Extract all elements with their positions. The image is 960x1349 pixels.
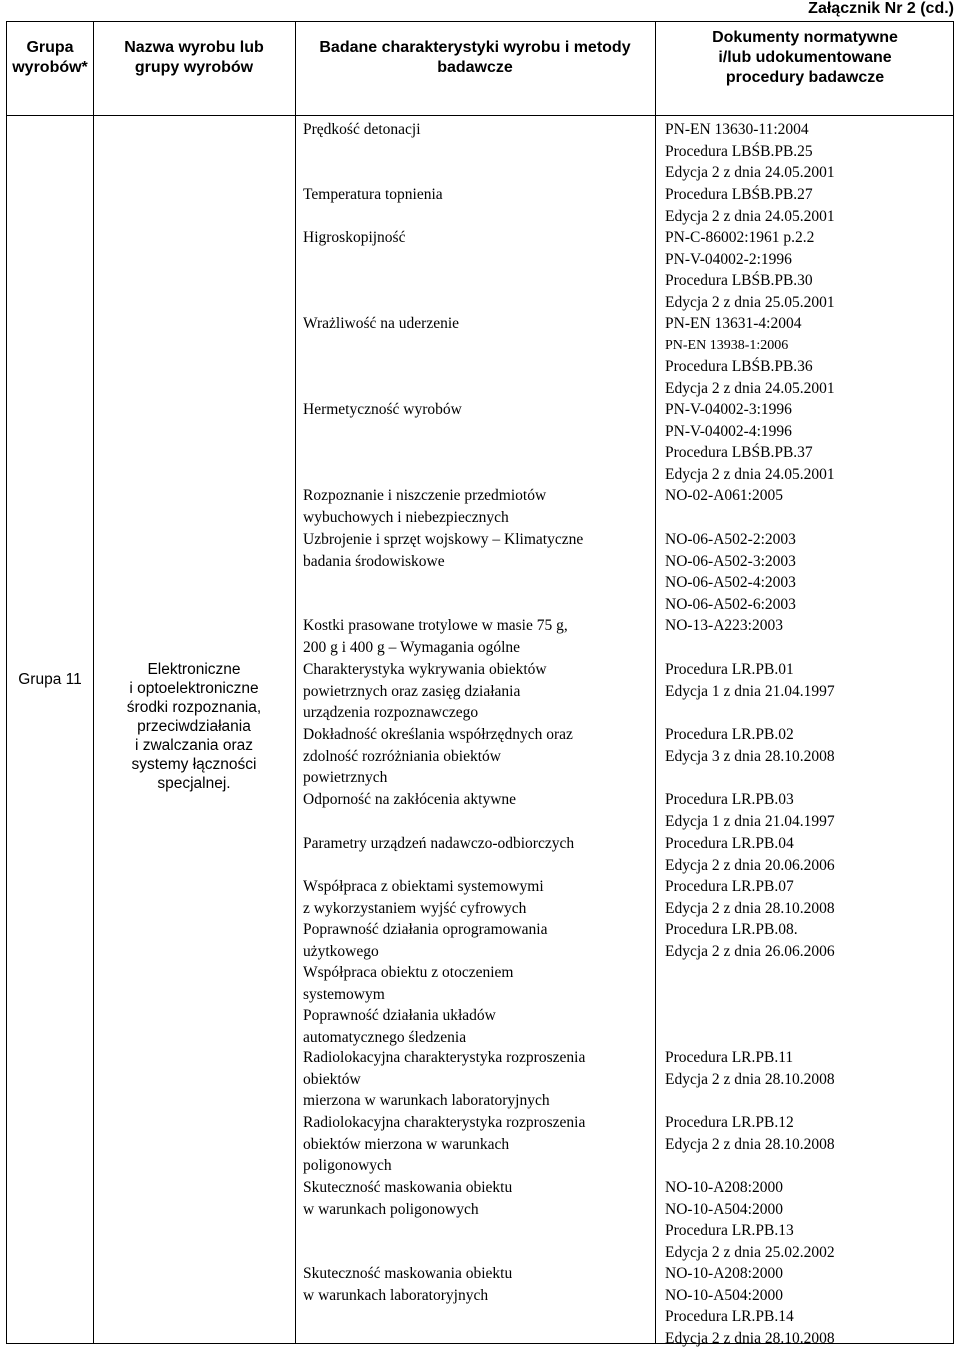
header-group-line: wyrobów* bbox=[12, 59, 88, 76]
document-cell bbox=[665, 1263, 835, 1349]
document-cell bbox=[665, 313, 835, 399]
characteristic-cell bbox=[303, 1112, 585, 1177]
product-name-line: i optoelektroniczne bbox=[129, 680, 259, 697]
characteristic-line: 200 g i 400 g – Wymagania ogólne bbox=[303, 638, 521, 656]
header-product bbox=[93, 38, 295, 78]
characteristic-line: użytkowego bbox=[303, 942, 379, 960]
document-cell bbox=[665, 789, 835, 832]
document-line: NO-10-A504:2000 bbox=[665, 1286, 783, 1304]
characteristic-line: z wykorzystaniem wyjść cyfrowych bbox=[303, 899, 527, 917]
characteristic-line: w warunkach poligonowych bbox=[303, 1200, 479, 1218]
header-characteristics bbox=[295, 38, 655, 78]
annex-label: Załącznik Nr 2 (cd.) bbox=[808, 0, 954, 17]
document-line: Edycja 1 z dnia 21.04.1997 bbox=[665, 812, 835, 830]
document-line: NO-06-A502-6:2003 bbox=[665, 595, 796, 613]
document-cell bbox=[665, 919, 835, 962]
document-line: Procedura LBŚB.PB.25 bbox=[665, 142, 813, 160]
characteristic-line: badania środowiskowe bbox=[303, 552, 445, 570]
characteristic-cell bbox=[303, 833, 574, 855]
characteristic-line: poligonowych bbox=[303, 1157, 392, 1175]
document-line: PN-EN 13631-4:2004 bbox=[665, 315, 802, 332]
characteristic-cell bbox=[303, 399, 462, 421]
document-line: Procedura LR.PB.11 bbox=[665, 1049, 794, 1066]
document-line: PN-EN 13630-11:2004 bbox=[665, 121, 809, 138]
group-label: Grupa 11 bbox=[18, 671, 82, 688]
document-line: PN-EN 13938-1:2006 bbox=[665, 337, 789, 353]
document-cell bbox=[665, 485, 783, 507]
document-cell bbox=[665, 1177, 835, 1263]
characteristic-cell bbox=[303, 1047, 585, 1112]
document-line: PN-V-04002-2:1996 bbox=[665, 250, 792, 268]
document-line: Edycja 2 z dnia 24.05.2001 bbox=[665, 379, 835, 397]
characteristic-line: obiektów mierzona w warunkach bbox=[303, 1135, 510, 1153]
header-documents-line: i/lub udokumentowane bbox=[718, 49, 892, 66]
column-divider bbox=[295, 22, 296, 1343]
document-line: Edycja 2 z dnia 24.05.2001 bbox=[665, 207, 835, 225]
document-line: NO-10-A208:2000 bbox=[665, 1265, 783, 1282]
characteristic-line: Prędkość detonacji bbox=[303, 121, 421, 138]
characteristic-line: powietrznych bbox=[303, 769, 388, 787]
characteristic-line: Skuteczność maskowania obiektu bbox=[303, 1179, 513, 1196]
document-line: Edycja 2 z dnia 25.02.2002 bbox=[665, 1243, 835, 1261]
product-name-line: środki rozpoznania, bbox=[126, 699, 262, 716]
document-line: Procedura LR.PB.14 bbox=[665, 1308, 794, 1326]
product-name bbox=[93, 660, 295, 793]
characteristic-line: Higroskopijność bbox=[303, 229, 406, 246]
characteristic-cell bbox=[303, 227, 405, 249]
standards-table bbox=[6, 21, 954, 1347]
document-line: Procedura LBŚB.PB.37 bbox=[665, 444, 813, 462]
product-name-line: i zwalczania oraz bbox=[134, 737, 254, 754]
header-documents-line: Dokumenty normatywne bbox=[712, 29, 898, 46]
characteristic-line: powietrznych oraz zasięg działania bbox=[303, 682, 521, 700]
header-group-line: Grupa bbox=[26, 39, 74, 56]
document-cell bbox=[665, 529, 796, 615]
header-characteristics-line: badawcze bbox=[437, 59, 513, 76]
document-line: Procedura LR.PB.12 bbox=[665, 1114, 794, 1131]
characteristic-line: Uzbrojenie i sprzęt wojskowy – Klimatyczne bbox=[303, 531, 584, 548]
characteristic-line: w warunkach laboratoryjnych bbox=[303, 1286, 489, 1304]
characteristic-line: systemowym bbox=[303, 985, 385, 1003]
product-name-line: specjalnej. bbox=[157, 775, 231, 792]
characteristic-line: Charakterystyka wykrywania obiektów bbox=[303, 661, 547, 678]
document-line: Edycja 2 z dnia 28.10.2008 bbox=[665, 1070, 835, 1088]
document-line: Procedura LR.PB.03 bbox=[665, 791, 794, 808]
document-line: PN-C-86002:1961 p.2.2 bbox=[665, 229, 815, 246]
document-line: Edycja 2 z dnia 24.05.2001 bbox=[665, 465, 835, 483]
document-cell bbox=[665, 615, 783, 637]
characteristic-line: automatycznego śledzenia bbox=[303, 1028, 467, 1046]
characteristic-line: Temperatura topnienia bbox=[303, 186, 443, 203]
document-line: Procedura LR.PB.07 bbox=[665, 878, 794, 895]
document-line: Edycja 2 z dnia 28.10.2008 bbox=[665, 899, 835, 917]
document-line: Edycja 2 z dnia 28.10.2008 bbox=[665, 1135, 835, 1153]
document-cell bbox=[665, 659, 835, 702]
document-cell bbox=[665, 119, 835, 184]
characteristic-line: Parametry urządzeń nadawczo-odbiorczych bbox=[303, 835, 575, 852]
document-cell bbox=[665, 184, 835, 227]
characteristic-line: Hermetyczność wyrobów bbox=[303, 401, 462, 418]
document-line: Edycja 2 z dnia 28.10.2008 bbox=[665, 1329, 835, 1347]
document-cell bbox=[665, 399, 835, 485]
characteristic-cell bbox=[303, 615, 568, 658]
header-product-line: Nazwa wyrobu lub bbox=[124, 39, 264, 56]
document-cell bbox=[665, 833, 835, 876]
header-group bbox=[7, 38, 93, 78]
document-line: NO-02-A061:2005 bbox=[665, 487, 783, 504]
document-line: Procedura LR.PB.02 bbox=[665, 726, 794, 743]
document-line: NO-10-A504:2000 bbox=[665, 1200, 783, 1218]
product-name-line: przeciwdziałania bbox=[137, 718, 251, 735]
characteristic-line: Radiolokacyjna charakterystyka rozproszenia bbox=[303, 1049, 586, 1066]
characteristic-line: Współpraca z obiektami systemowymi bbox=[303, 878, 544, 895]
characteristic-cell bbox=[303, 1177, 512, 1220]
characteristic-cell bbox=[303, 876, 544, 919]
header-product-line: grupy wyrobów bbox=[134, 59, 254, 76]
document-line: Procedura LR.PB.01 bbox=[665, 661, 794, 678]
document-line: Procedura LR.PB.04 bbox=[665, 835, 794, 852]
characteristic-cell bbox=[303, 184, 443, 206]
characteristic-line: Wrażliwość na uderzenie bbox=[303, 315, 460, 332]
characteristic-line: Odporność na zakłócenia aktywne bbox=[303, 791, 517, 808]
characteristic-line: Radiolokacyjna charakterystyka rozproszenia bbox=[303, 1114, 586, 1131]
characteristic-cell bbox=[303, 724, 573, 789]
product-name-line: Elektroniczne bbox=[147, 661, 241, 678]
characteristic-line: wybuchowych i niebezpiecznych bbox=[303, 508, 509, 526]
document-cell bbox=[665, 1047, 835, 1090]
characteristic-line: Rozpoznanie i niszczenie przedmiotów bbox=[303, 487, 547, 504]
product-name-line: systemy łączności bbox=[131, 756, 257, 773]
document-line: Edycja 2 z dnia 24.05.2001 bbox=[665, 164, 835, 182]
document-line: Procedura LBŚB.PB.30 bbox=[665, 272, 813, 290]
document-line: NO-06-A502-3:2003 bbox=[665, 552, 796, 570]
document-line: NO-06-A502-4:2003 bbox=[665, 574, 796, 592]
characteristic-line: zdolność rozróżniania obiektów bbox=[303, 747, 501, 765]
document-line: PN-V-04002-3:1996 bbox=[665, 401, 792, 418]
document-line: PN-V-04002-4:1996 bbox=[665, 422, 792, 440]
document-line: Procedura LR.PB.08. bbox=[665, 921, 798, 938]
header-characteristics-line: Badane charakterystyki wyrobu i metody bbox=[319, 39, 631, 56]
document-line: Edycja 3 z dnia 28.10.2008 bbox=[665, 747, 835, 765]
document-line: NO-13-A223:2003 bbox=[665, 617, 783, 634]
column-divider bbox=[655, 22, 656, 1343]
characteristic-cell bbox=[303, 659, 547, 724]
document-line: Edycja 2 z dnia 26.06.2006 bbox=[665, 942, 835, 960]
characteristic-cell bbox=[303, 789, 516, 811]
document-cell bbox=[665, 724, 835, 767]
characteristic-line: obiektów bbox=[303, 1070, 361, 1088]
document-line: NO-06-A502-2:2003 bbox=[665, 531, 796, 548]
characteristic-cell bbox=[303, 119, 421, 141]
document-cell bbox=[665, 876, 835, 919]
document-cell bbox=[665, 227, 835, 313]
document-line: Procedura LR.PB.13 bbox=[665, 1222, 794, 1240]
characteristic-line: Poprawność działania oprogramowania bbox=[303, 921, 548, 938]
characteristic-cell bbox=[303, 1263, 512, 1306]
characteristic-line: Poprawność działania układów bbox=[303, 1007, 496, 1025]
document-line: Procedura LBŚB.PB.27 bbox=[665, 186, 813, 203]
characteristic-cell bbox=[303, 485, 546, 528]
document-line: Procedura LBŚB.PB.36 bbox=[665, 358, 813, 376]
characteristic-cell bbox=[303, 313, 459, 335]
document-line: NO-10-A208:2000 bbox=[665, 1179, 783, 1196]
characteristic-cell bbox=[303, 919, 547, 1049]
characteristic-line: Współpraca obiektu z otoczeniem bbox=[303, 964, 514, 982]
header-divider bbox=[7, 115, 953, 116]
characteristic-line: Kostki prasowane trotylowe w masie 75 g, bbox=[303, 617, 568, 634]
document-line: Edycja 2 z dnia 20.06.2006 bbox=[665, 856, 835, 874]
document-line: Edycja 2 z dnia 25.05.2001 bbox=[665, 293, 835, 311]
characteristic-line: Dokładność określania współrzędnych oraz bbox=[303, 726, 573, 743]
header-documents bbox=[655, 28, 955, 88]
header-documents-line: procedury badawcze bbox=[725, 69, 885, 86]
characteristic-line: mierzona w warunkach laboratoryjnych bbox=[303, 1092, 550, 1110]
characteristic-line: Skuteczność maskowania obiektu bbox=[303, 1265, 513, 1282]
characteristic-line: urządzenia rozpoznawczego bbox=[303, 704, 479, 722]
document-line: Edycja 1 z dnia 21.04.1997 bbox=[665, 682, 835, 700]
characteristic-cell bbox=[303, 529, 583, 572]
document-cell bbox=[665, 1112, 835, 1155]
